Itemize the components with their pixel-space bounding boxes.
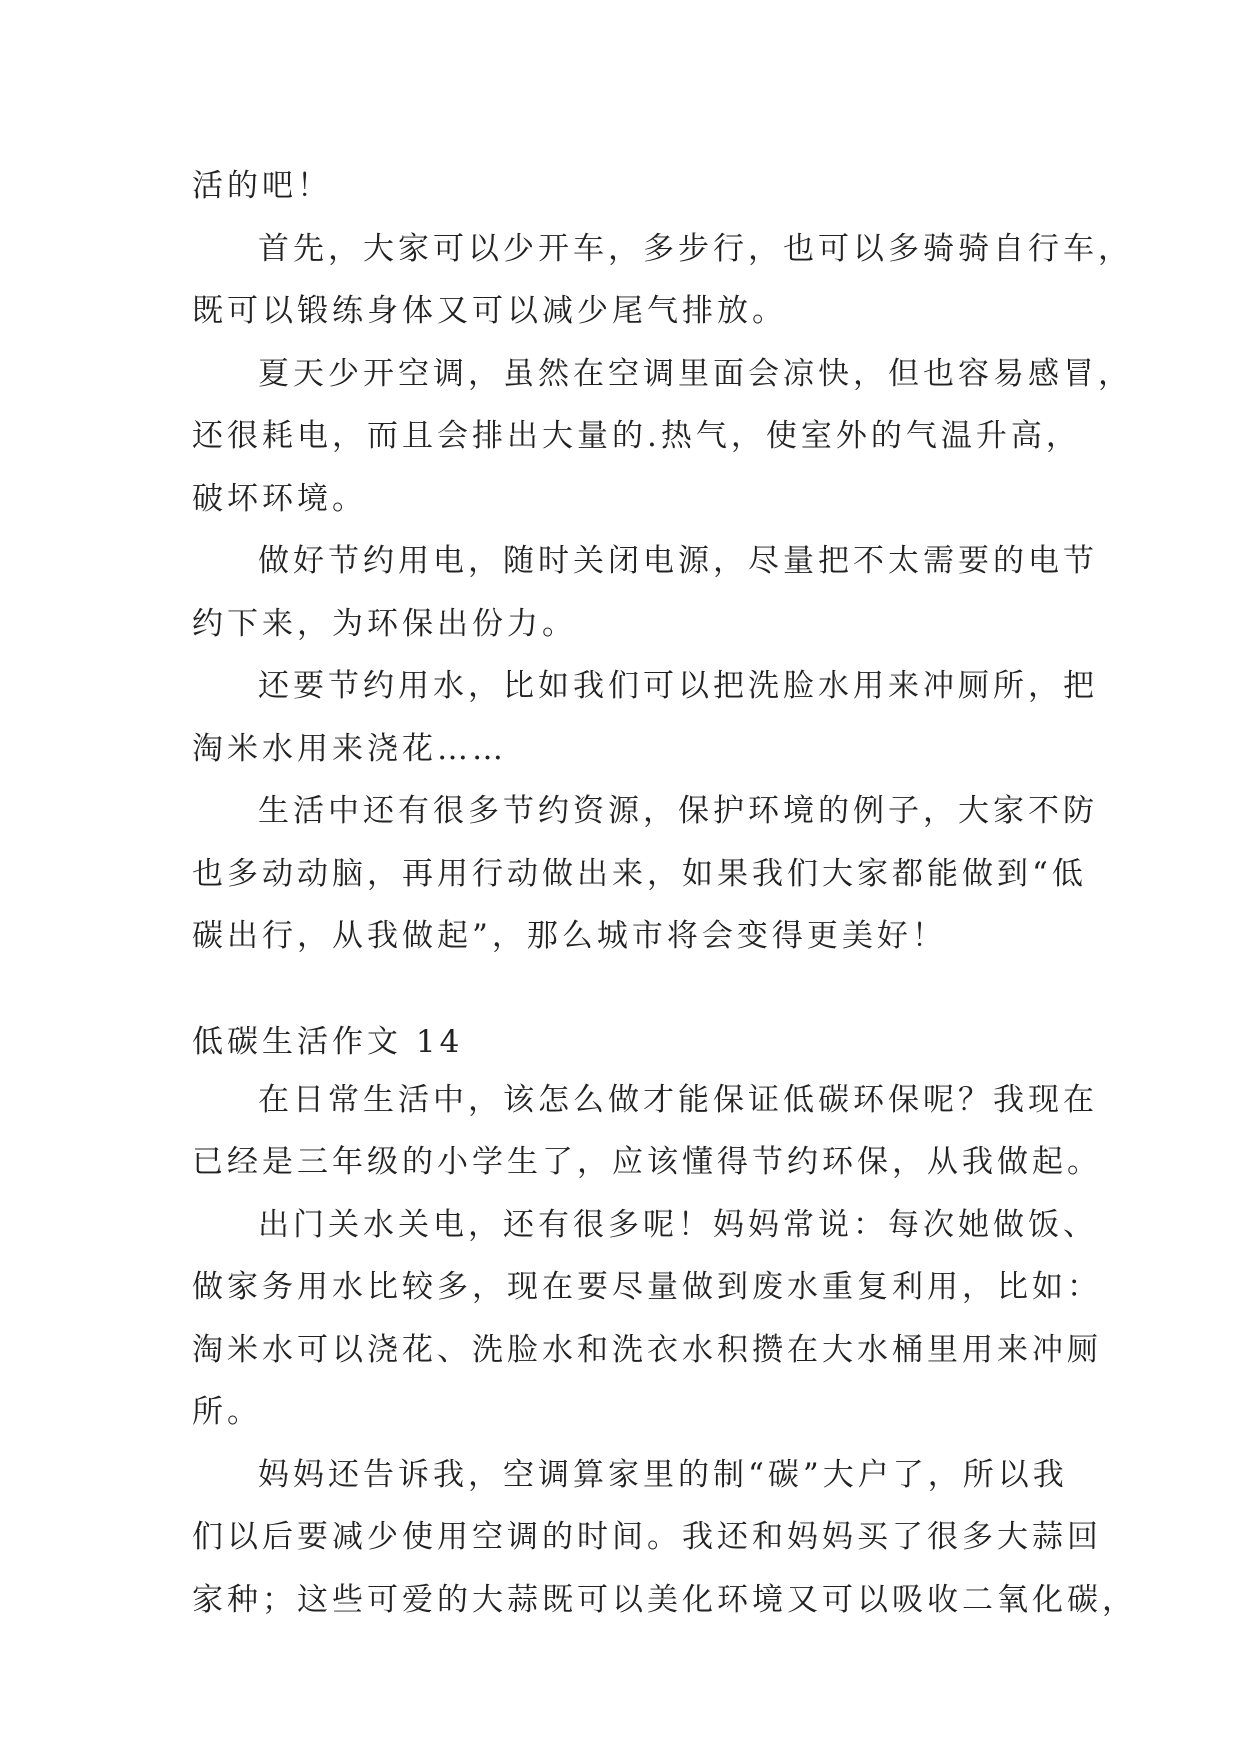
paragraph-first-line: 在日常生活中，该怎么做才能保证低碳环保呢？我现在 [258, 1081, 1098, 1118]
text-line: 淘米水用来浇花…… [192, 730, 507, 767]
text-line: 们以后要减少使用空调的时间。我还和妈妈买了很多大蒜回 [192, 1519, 1102, 1555]
text-line: 所。 [192, 1394, 262, 1430]
paragraph-first-line: 出门关水关电，还有很多呢！妈妈常说：每次她做饭、 [258, 1206, 1098, 1243]
paragraph-first-line: 首先，大家可以少开车，多步行，也可以多骑骑自行车， [258, 230, 1133, 267]
paragraph-first-line: 夏天少开空调，虽然在空调里面会凉快，但也容易感冒， [258, 355, 1133, 392]
text-line: 活的吧！ [192, 168, 332, 204]
text-line: 碳出行，从我做起”，那么城市将会变得更美好！ [192, 918, 947, 954]
text-line: 约下来，为环保出份力。 [192, 605, 577, 642]
text-line: 淘米水可以浇花、洗脸水和洗衣水积攒在大水桶里用来冲厕 [192, 1331, 1102, 1368]
text-line: 已经是三年级的小学生了，应该懂得节约环保，从我做起。 [192, 1144, 1102, 1180]
section-gap [192, 968, 1072, 1015]
paragraph-first-line: 妈妈还告诉我，空调算家里的制“碳”大户了，所以我 [258, 1456, 1068, 1493]
paragraph-first-line: 做好节约用电，随时关闭电源，尽量把不太需要的电节 [258, 543, 1098, 579]
essay-text [192, 155, 1137, 1631]
paragraph-first-line: 还要节约用水，比如我们可以把洗脸水用来冲厕所，把 [258, 668, 1098, 704]
text-line: 既可以锻练身体又可以减少尾气排放。 [192, 293, 787, 329]
text-line: 家种；这些可爱的大蒜既可以美化环境又可以吸收二氧化碳， [192, 1581, 1137, 1618]
text-line: 也多动动脑，再用行动做出来，如果我们大家都能做到“低 [192, 855, 1087, 892]
text-line: 做家务用水比较多，现在要尽量做到废水重复利用，比如： [192, 1269, 1102, 1305]
paragraph-first-line: 生活中还有很多节约资源，保护环境的例子，大家不防 [258, 793, 1098, 829]
text-line: 还很耗电，而且会排出大量的.热气，使室外的气温升高， [192, 418, 1081, 454]
text-line: 破坏环境。 [192, 480, 367, 517]
section-title: 低碳生活作文 14 [192, 1023, 464, 1060]
